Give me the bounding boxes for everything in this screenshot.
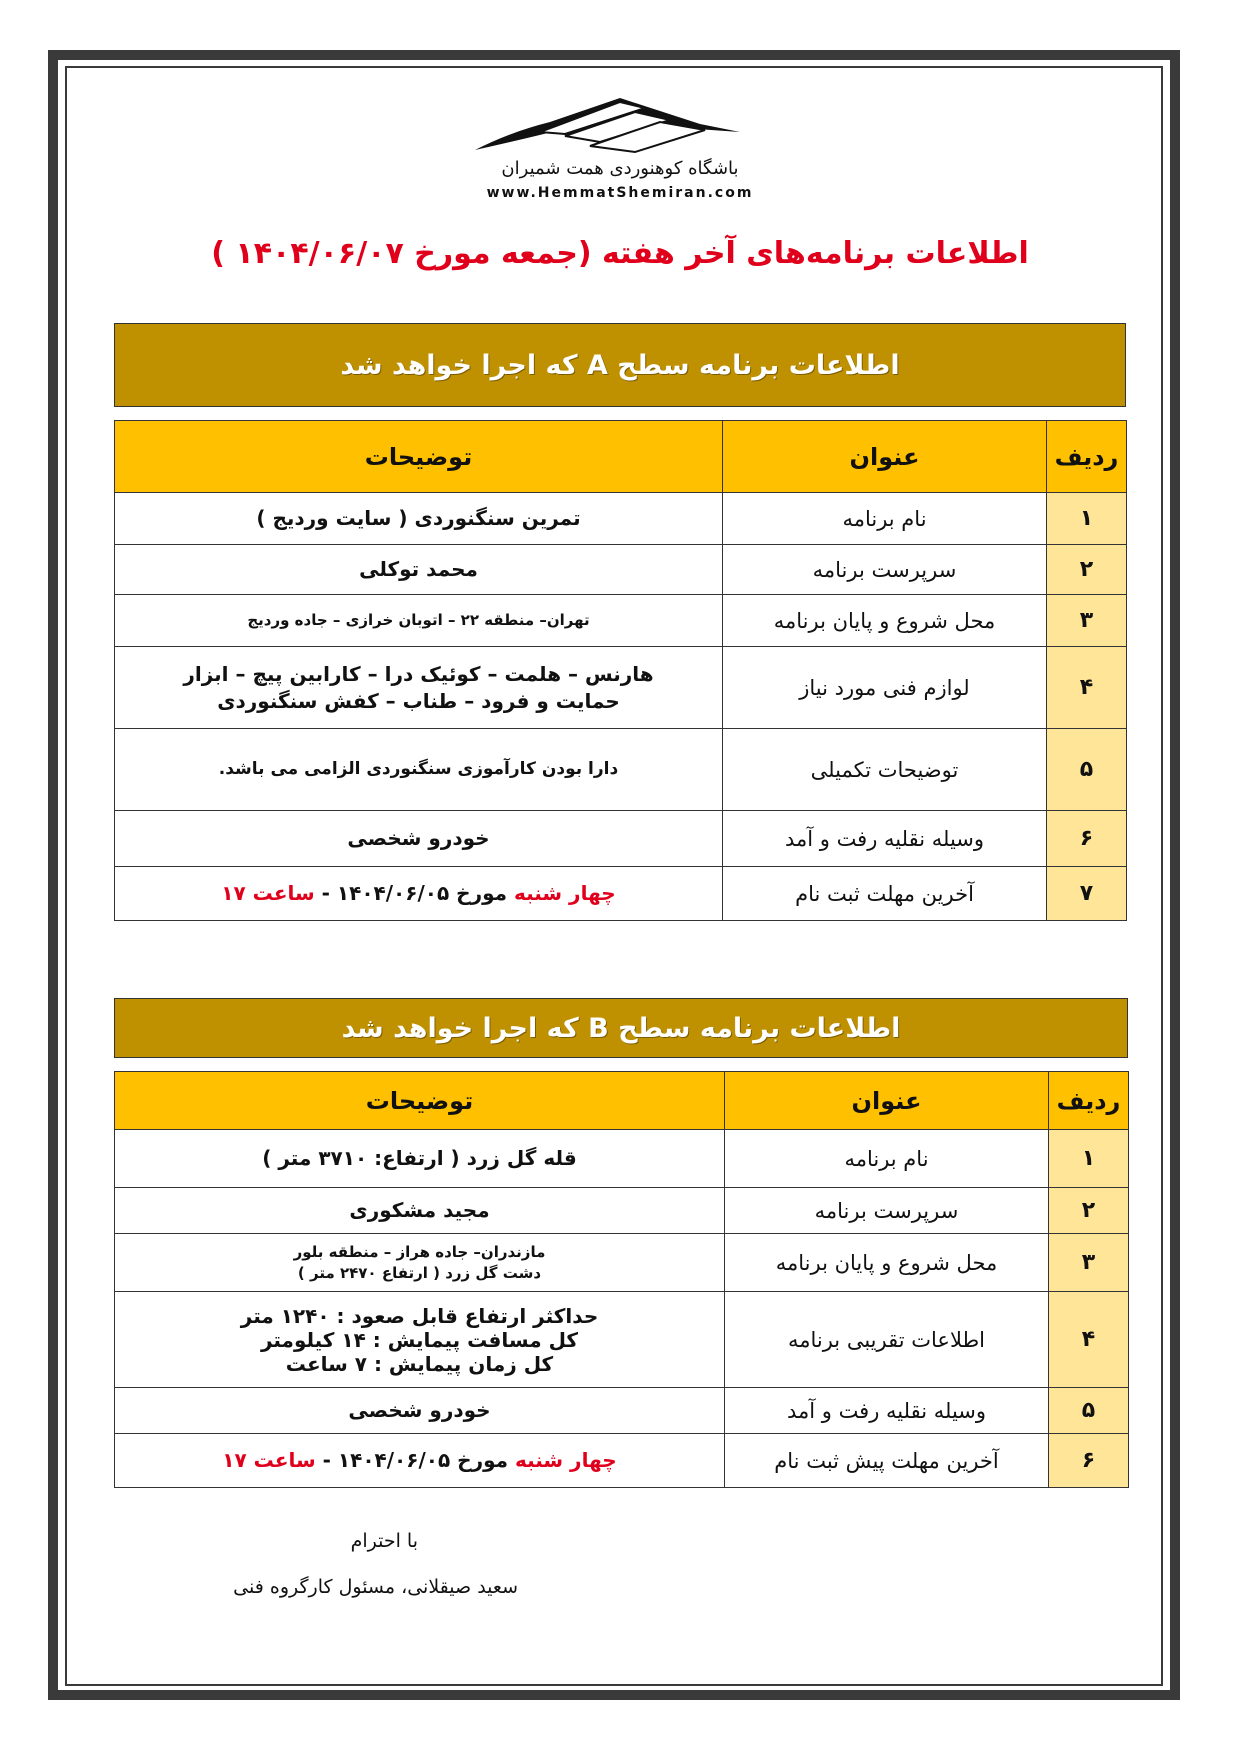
table-row	[115, 1388, 1129, 1434]
club-logo	[460, 92, 780, 212]
table-row	[115, 493, 1127, 545]
row-number: ۳	[1049, 1234, 1129, 1292]
row-title: نام برنامه	[725, 1130, 1049, 1188]
registration-deadline	[115, 1434, 725, 1488]
row-title: توضیحات تکمیلی	[723, 729, 1047, 811]
row-description: مجید مشکوری	[115, 1188, 725, 1234]
table-row	[115, 811, 1127, 867]
description-line: حداکثر ارتفاع قابل صعود : ۱۲۴۰ متر	[240, 1303, 599, 1328]
row-number: ۱	[1049, 1130, 1129, 1188]
row-title: اطلاعات تقریبی برنامه	[725, 1292, 1049, 1388]
page-title: اطلاعات برنامه‌های آخر هفته (جمعه مورخ ۱۴۰۴/۰۶/۰۷ )	[211, 236, 1029, 271]
table-header-row	[115, 1072, 1129, 1130]
program-a-banner: اطلاعات برنامه سطح A که اجرا خواهد شد	[114, 323, 1126, 407]
table-row	[115, 647, 1127, 729]
row-number: ۴	[1047, 647, 1127, 729]
column-header-details: توضیحات	[115, 421, 723, 493]
description-line: کل زمان پیمایش : ۷ ساعت	[285, 1351, 554, 1376]
deadline-date: مورخ ۱۴۰۴/۰۶/۰۵ -	[322, 1448, 508, 1472]
row-description	[115, 1292, 725, 1388]
deadline-time: ساعت ۱۷	[221, 881, 315, 905]
club-website[interactable]: www.HemmatShemiran.com	[486, 185, 754, 201]
row-description: تمرین سنگنوردی ( سایت وردیج )	[115, 493, 723, 545]
row-title: سرپرست برنامه	[723, 545, 1047, 595]
row-title: محل شروع و پایان برنامه	[723, 595, 1047, 647]
deadline-date: مورخ ۱۴۰۴/۰۶/۰۵ -	[321, 881, 507, 905]
program-b-banner: اطلاعات برنامه سطح B که اجرا خواهد شد	[114, 998, 1128, 1058]
column-header-details: توضیحات	[115, 1072, 725, 1130]
column-header-subject: عنوان	[723, 421, 1047, 493]
closing-signature: سعید صیقلانی، مسئول کارگروه فنی	[233, 1576, 518, 1598]
description-line: هارنس – هلمت – کوئیک درا – کارابین پیچ – ابزار	[183, 661, 654, 686]
row-number: ۴	[1049, 1292, 1129, 1388]
club-name: باشگاه کوهنوردی همت شمیران	[501, 158, 739, 179]
description-line: مازندران– جاده هراز – منطقه بلور	[293, 1243, 546, 1262]
column-header-subject: عنوان	[725, 1072, 1049, 1130]
row-number: ۷	[1047, 867, 1127, 921]
row-description: خودرو شخصی	[115, 811, 723, 867]
row-number: ۵	[1049, 1388, 1129, 1434]
row-title: سرپرست برنامه	[725, 1188, 1049, 1234]
table-header-row	[115, 421, 1127, 493]
row-number: ۲	[1049, 1188, 1129, 1234]
program-a-table	[114, 420, 1127, 921]
description-line: دشت گل زرد ( ارتفاع ۲۴۷۰ متر )	[297, 1263, 542, 1282]
row-description	[115, 647, 723, 729]
table-row	[115, 545, 1127, 595]
column-header-row: ردیف	[1047, 421, 1127, 493]
row-description: دارا بودن کارآموزی سنگنوردی الزامی می باشد.	[115, 729, 723, 811]
row-number: ۶	[1049, 1434, 1129, 1488]
deadline-day: چهار شنبه	[513, 881, 616, 905]
mountain-logo-icon	[470, 92, 770, 154]
row-description: تهران– منطقه ۲۲ – اتوبان خرازی – جاده وردیج	[115, 595, 723, 647]
row-title: نام برنامه	[723, 493, 1047, 545]
description-line: کل مسافت پیمایش : ۱۴ کیلومتر	[260, 1327, 579, 1352]
row-title: آخرین مهلت پیش ثبت نام	[725, 1434, 1049, 1488]
row-number: ۶	[1047, 811, 1127, 867]
table-row	[115, 867, 1127, 921]
row-description	[115, 1234, 725, 1292]
program-b-table	[114, 1071, 1129, 1488]
row-number: ۵	[1047, 729, 1127, 811]
deadline-day: چهار شنبه	[514, 1448, 617, 1472]
table-row	[115, 595, 1127, 647]
row-number: ۱	[1047, 493, 1127, 545]
table-row	[115, 729, 1127, 811]
row-number: ۲	[1047, 545, 1127, 595]
row-number: ۳	[1047, 595, 1127, 647]
registration-deadline	[115, 867, 723, 921]
table-row	[115, 1434, 1129, 1488]
closing-greeting: با احترام	[350, 1530, 418, 1552]
table-row	[115, 1130, 1129, 1188]
row-title: آخرین مهلت ثبت نام	[723, 867, 1047, 921]
row-description: محمد توکلی	[115, 545, 723, 595]
row-title: وسیله نقلیه رفت و آمد	[725, 1388, 1049, 1434]
table-row	[115, 1292, 1129, 1388]
row-description: قله گل زرد ( ارتفاع: ۳۷۱۰ متر )	[115, 1130, 725, 1188]
column-header-row: ردیف	[1049, 1072, 1129, 1130]
description-line: حمایت و فرود – طناب – کفش سنگنوردی	[217, 688, 620, 713]
row-title: محل شروع و پایان برنامه	[725, 1234, 1049, 1292]
row-title: لوازم فنی مورد نیاز	[723, 647, 1047, 729]
row-description: خودرو شخصی	[115, 1388, 725, 1434]
table-row	[115, 1188, 1129, 1234]
deadline-time: ساعت ۱۷	[222, 1448, 316, 1472]
table-row	[115, 1234, 1129, 1292]
row-title: وسیله نقلیه رفت و آمد	[723, 811, 1047, 867]
